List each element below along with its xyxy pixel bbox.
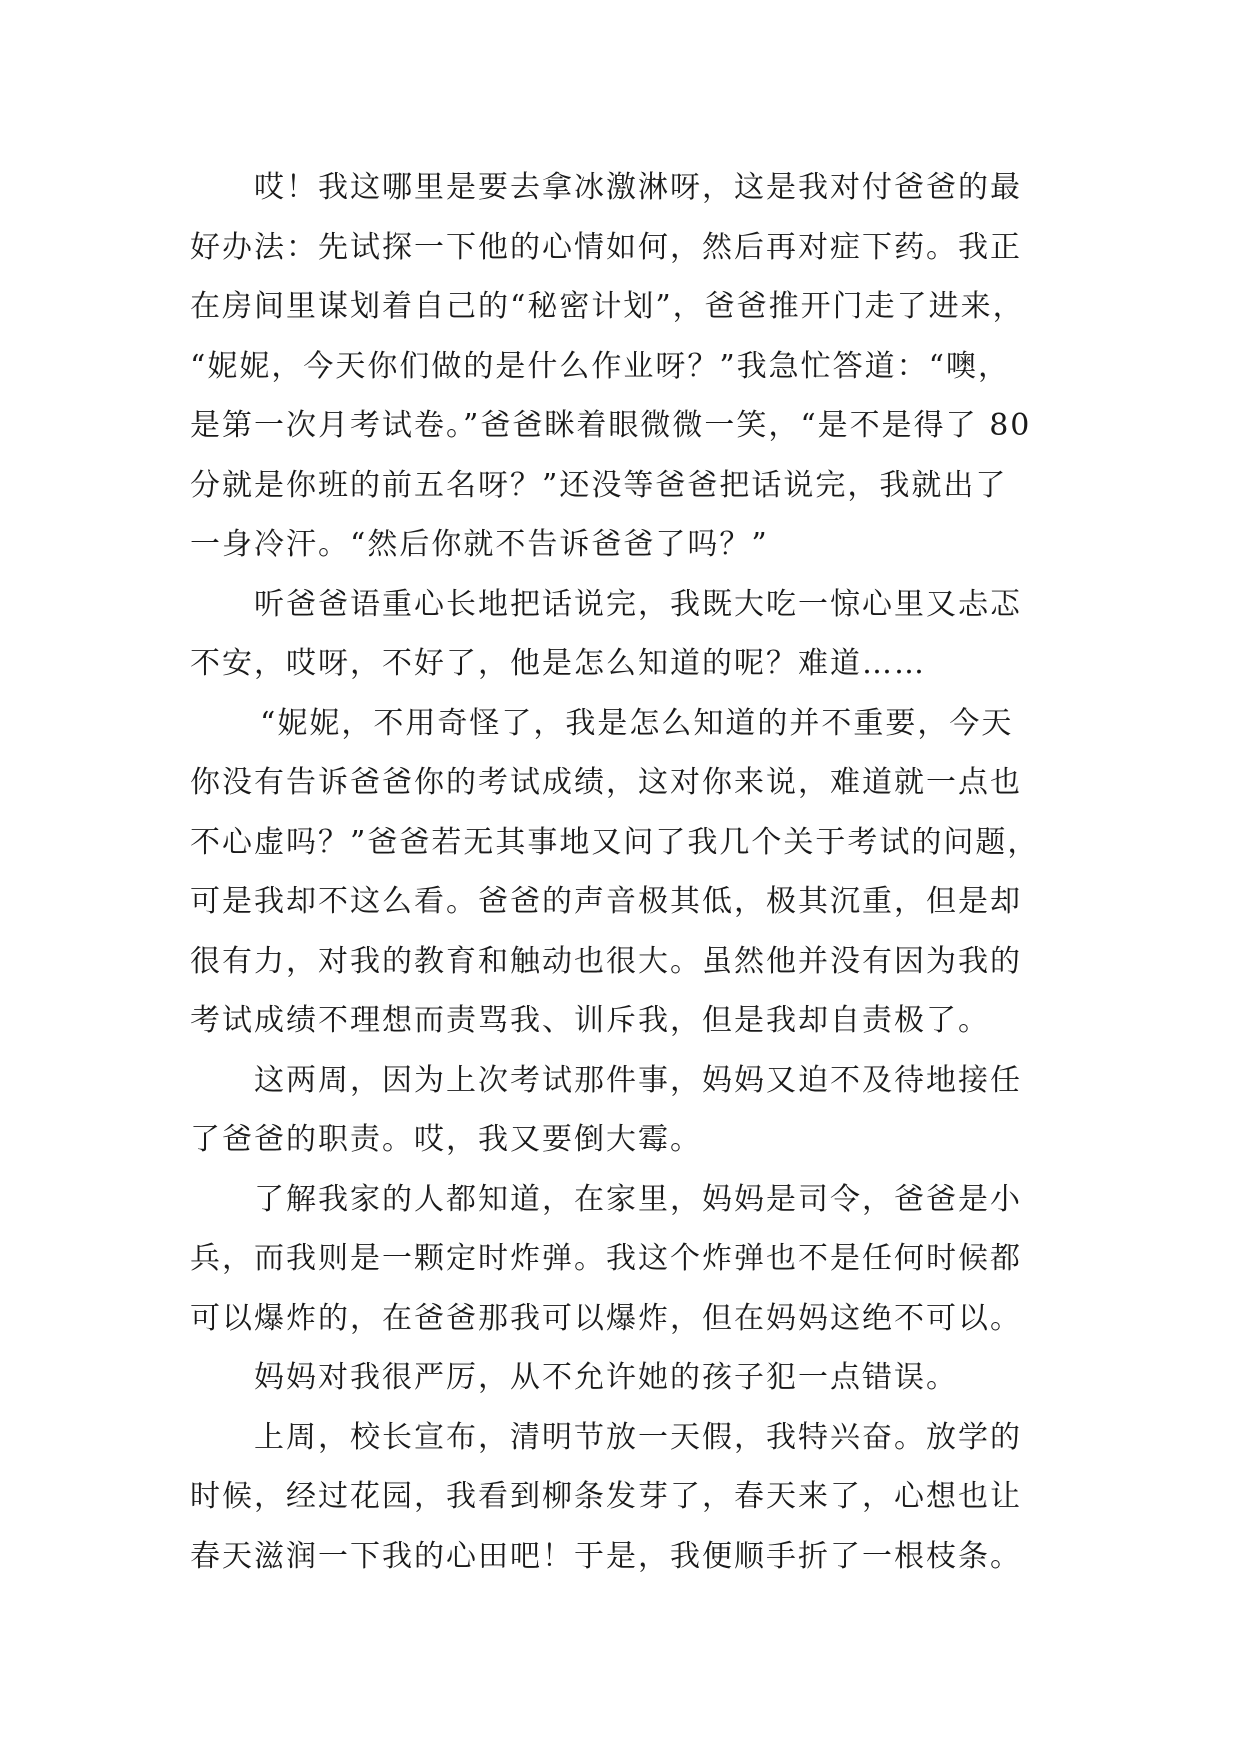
text-line: 兵，而我则是一颗定时炸弹。我这个炸弹也不是任何时候都: [190, 1241, 1022, 1276]
text-line: 不心虚吗？”爸爸若无其事地又问了我几个关于考试的问题，: [190, 824, 1040, 860]
text-line: 了解我家的人都知道，在家里，妈妈是司令，爸爸是小: [254, 1181, 1022, 1217]
document-body: [190, 158, 1090, 1586]
text-line: 分就是你班的前五名呀？”还没等爸爸把话说完，我就出了: [190, 467, 1008, 503]
text-line: 春天滋润一下我的心田吧！于是，我便顺手折了一根枝条。: [190, 1538, 1022, 1574]
text-line: 是第一次月考试卷。”爸爸眯着眼微微一笑，“是不是得了 80: [190, 408, 1032, 443]
text-line: 妈妈对我很严厉，从不允许她的孩子犯一点错误。: [254, 1360, 958, 1395]
text-line: 不安，哎呀，不好了，他是怎么知道的呢？难道……: [190, 646, 926, 681]
text-line: 这两周，因为上次考试那件事，妈妈又迫不及待地接任: [254, 1062, 1022, 1098]
text-line: 听爸爸语重心长地把话说完，我既大吃一惊心里又忐忑: [254, 586, 1022, 622]
text-line: 好办法：先试探一下他的心情如何，然后再对症下药。我正: [190, 229, 1022, 265]
text-line: 很有力，对我的教育和触动也很大。虽然他并没有因为我的: [190, 943, 1022, 979]
text-line: 考试成绩不理想而责骂我、训斥我，但是我却自责极了。: [190, 1003, 990, 1038]
text-line: 可以爆炸的，在爸爸那我可以爆炸，但在妈妈这绝不可以。: [190, 1300, 1022, 1336]
text-line: 在房间里谋划着自己的“秘密计划”，爸爸推开门走了进来，: [190, 289, 1025, 324]
text-line: 时候，经过花园，我看到柳条发芽了，春天来了，心想也让: [190, 1479, 1022, 1514]
text-line: 了爸爸的职责。哎，我又要倒大霉。: [190, 1122, 702, 1157]
text-line: 上周，校长宣布，清明节放一天假，我特兴奋。放学的: [254, 1419, 1022, 1455]
text-line: 一身冷汗。“然后你就不告诉爸爸了吗？”: [190, 527, 769, 562]
text-line: “妮妮，今天你们做的是什么作业呀？”我急忙答道：“噢，: [190, 348, 1011, 384]
text-line: 哎！我这哪里是要去拿冰激淋呀，这是我对付爸爸的最: [254, 170, 1022, 205]
text-line: 你没有告诉爸爸你的考试成绩，这对你来说，难道就一点也: [190, 765, 1022, 800]
text-line: 可是我却不这么看。爸爸的声音极其低，极其沉重，但是却: [190, 884, 1022, 919]
text-line: “妮妮，不用奇怪了，我是怎么知道的并不重要，今天: [260, 705, 1014, 741]
